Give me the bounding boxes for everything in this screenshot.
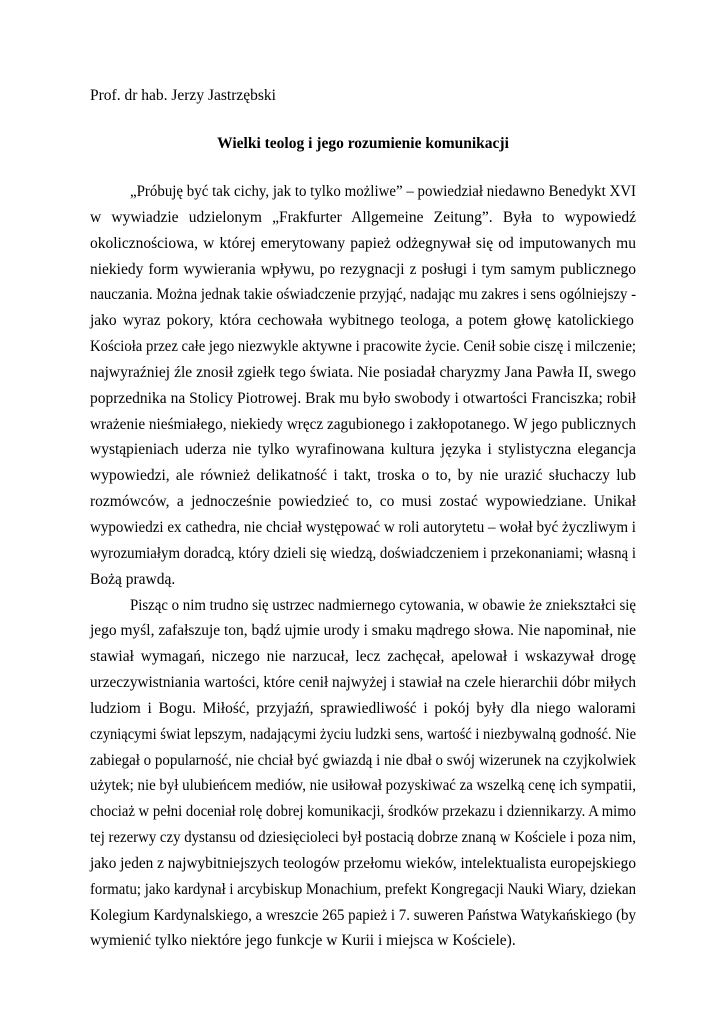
- line-text: Pisząc o nim trudno się ustrzec nadmiernego cytowania, w obawie że zniekształci się: [130, 596, 636, 614]
- line-text: poprzednika na Stolicy Piotrowej. Brak mu było swobody i otwartości Franciszka; robił: [90, 389, 636, 407]
- line-text: w wywiadzie udzielonym „Frakfurter Allgemeine Zeitung”. Była to wypowiedź: [90, 208, 636, 226]
- line-text: Kościoła przez całe jego niezwykle aktywne i pracowite życie. Cenił sobie ciszę i milczenie;: [90, 338, 636, 356]
- line-text: „Próbuję być tak cichy, jak to tylko możliwe” – powiedział niedawno Benedykt XVI: [130, 183, 636, 200]
- line-text: urzeczywistniania wartości, które cenił najwyżej i stawiał na czele hierarchii dóbr miłych: [90, 674, 636, 692]
- paragraph-line: [90, 567, 636, 593]
- line-text: wrażenie nieśmiałego, niekiedy wręcz zagubionego i zakłopotanego. W jego publicznych: [90, 415, 636, 433]
- line-text: wypowiedzi, ale również delikatność i takt, troska o to, by nie urazić słuchaczy lub: [90, 467, 636, 485]
- paragraph-line: [90, 825, 636, 851]
- paragraph-line: [90, 696, 636, 722]
- paragraph-line: [90, 928, 636, 954]
- line-text: nauczania. Można jednak takie oświadczenie przyjąć, nadając mu zakres i sens ogólniejszy -: [90, 286, 636, 304]
- paragraph-line: [90, 644, 636, 670]
- paragraph-line: [90, 903, 636, 929]
- author-line: Prof. dr hab. Jerzy Jastrzębski: [90, 87, 276, 104]
- paragraph-line: [90, 360, 636, 386]
- paragraph-line: [90, 463, 636, 489]
- line-text: rozmówców, a jednocześnie powiedzieć to, co musi zostać wypowiedziane. Unikał: [90, 493, 636, 511]
- line-text: chociaż w pełni doceniał rolę dobrej komunikacji, środków przekazu i dziennikarzy. A mimo: [90, 803, 636, 821]
- line-text: zabiegał o popularność, nie chciał być gwiazdą i nie dbał o swój wizerunek na czyjkolwiek: [90, 751, 636, 769]
- line-text: wypowiedzi ex cathedra, nie chciał występować w roli autorytetu – wołał być życzliwym i: [90, 518, 636, 536]
- paragraph-line: [90, 282, 636, 308]
- paragraph-line: [90, 437, 636, 463]
- document-body: [90, 179, 636, 954]
- line-text: wystąpieniach uderza nie tylko wyrafinowana kultura języka i stylistyczna elegancja: [90, 441, 636, 459]
- line-text: ludziom i Bogu. Miłość, przyjaźń, sprawiedliwość i pokój były dla niego walorami: [90, 699, 636, 717]
- paragraph-line: [90, 773, 636, 799]
- line-text: okolicznościowa, w której emerytowany papież odżegnywał się od imputowanych mu: [90, 234, 636, 252]
- paragraph-line: [90, 489, 636, 515]
- paragraph-line: [90, 593, 636, 619]
- line-text: tej rezerwy czy dystansu od dziesięcioleci był postacią dobrze znaną w Kościele i poza nim,: [90, 829, 636, 847]
- paragraph-line: [90, 515, 636, 541]
- line-text: Bożą prawdą.: [90, 570, 176, 588]
- paragraph-line: [90, 799, 636, 825]
- paragraph-line: [90, 257, 636, 283]
- line-text: użytek; nie był ulubieńcem mediów, nie usiłował pozyskiwać za wszelką cenę ich sympatii,: [90, 777, 636, 795]
- line-text: jego myśl, zafałszuje ton, bądź ujmie urody i smaku mądrego słowa. Nie napominał, nie: [90, 622, 636, 640]
- line-text: Kolegium Kardynalskiego, a wreszcie 265 papież i 7. suweren Państwa Watykańskiego (by: [90, 906, 636, 924]
- paragraph: [90, 179, 636, 593]
- paragraph-line: [90, 179, 636, 205]
- paragraph-line: [90, 670, 636, 696]
- line-text: jako jeden z najwybitniejszych teologów przełomu wieków, intelektualista europejskiego: [90, 854, 636, 872]
- line-text: niekiedy form wywierania wpływu, po rezygnacji z posługi i tym samym publicznego: [90, 260, 636, 278]
- line-text: czyniącymi świat lepszym, nadającymi życiu ludzki sens, wartość i niezbywalną godność. Nie: [90, 725, 636, 743]
- paragraph-line: [90, 412, 636, 438]
- paragraph-line: [90, 618, 636, 644]
- line-text: jako wyraz pokory, która cechowała wybitnego teologa, a potem głowę katolickiego: [90, 312, 634, 330]
- document-title: Wielki teolog i jego rozumienie komunikacji: [217, 135, 509, 152]
- line-text: najwyraźniej źle znosił zgiełk tego świata. Nie posiadał charyzmy Jana Pawła II, swego: [90, 363, 636, 381]
- paragraph-line: [90, 877, 636, 903]
- line-text: wymienić tylko niektóre jego funkcje w Kurii i miejsca w Kościele).: [90, 932, 516, 950]
- paragraph-line: [90, 231, 636, 257]
- paragraph: [90, 593, 636, 955]
- paragraph-line: [90, 722, 636, 748]
- paragraph-line: [90, 308, 636, 334]
- paragraph-line: [90, 851, 636, 877]
- paragraph-line: [90, 205, 636, 231]
- paragraph-line: [90, 748, 636, 774]
- line-text: formatu; jako kardynał i arcybiskup Monachium, prefekt Kongregacji Nauki Wiary, dziekan: [90, 880, 636, 898]
- paragraph-line: [90, 386, 636, 412]
- line-text: wyrozumiałym doradcą, który dzieli się wiedzą, doświadczeniem i przekonaniami; własną i: [90, 544, 636, 562]
- paragraph-line: [90, 541, 636, 567]
- line-text: stawiał wymagań, niczego nie narzucał, lecz zachęcał, apelował i wskazywał drogę: [90, 648, 636, 666]
- paragraph-line: [90, 334, 636, 360]
